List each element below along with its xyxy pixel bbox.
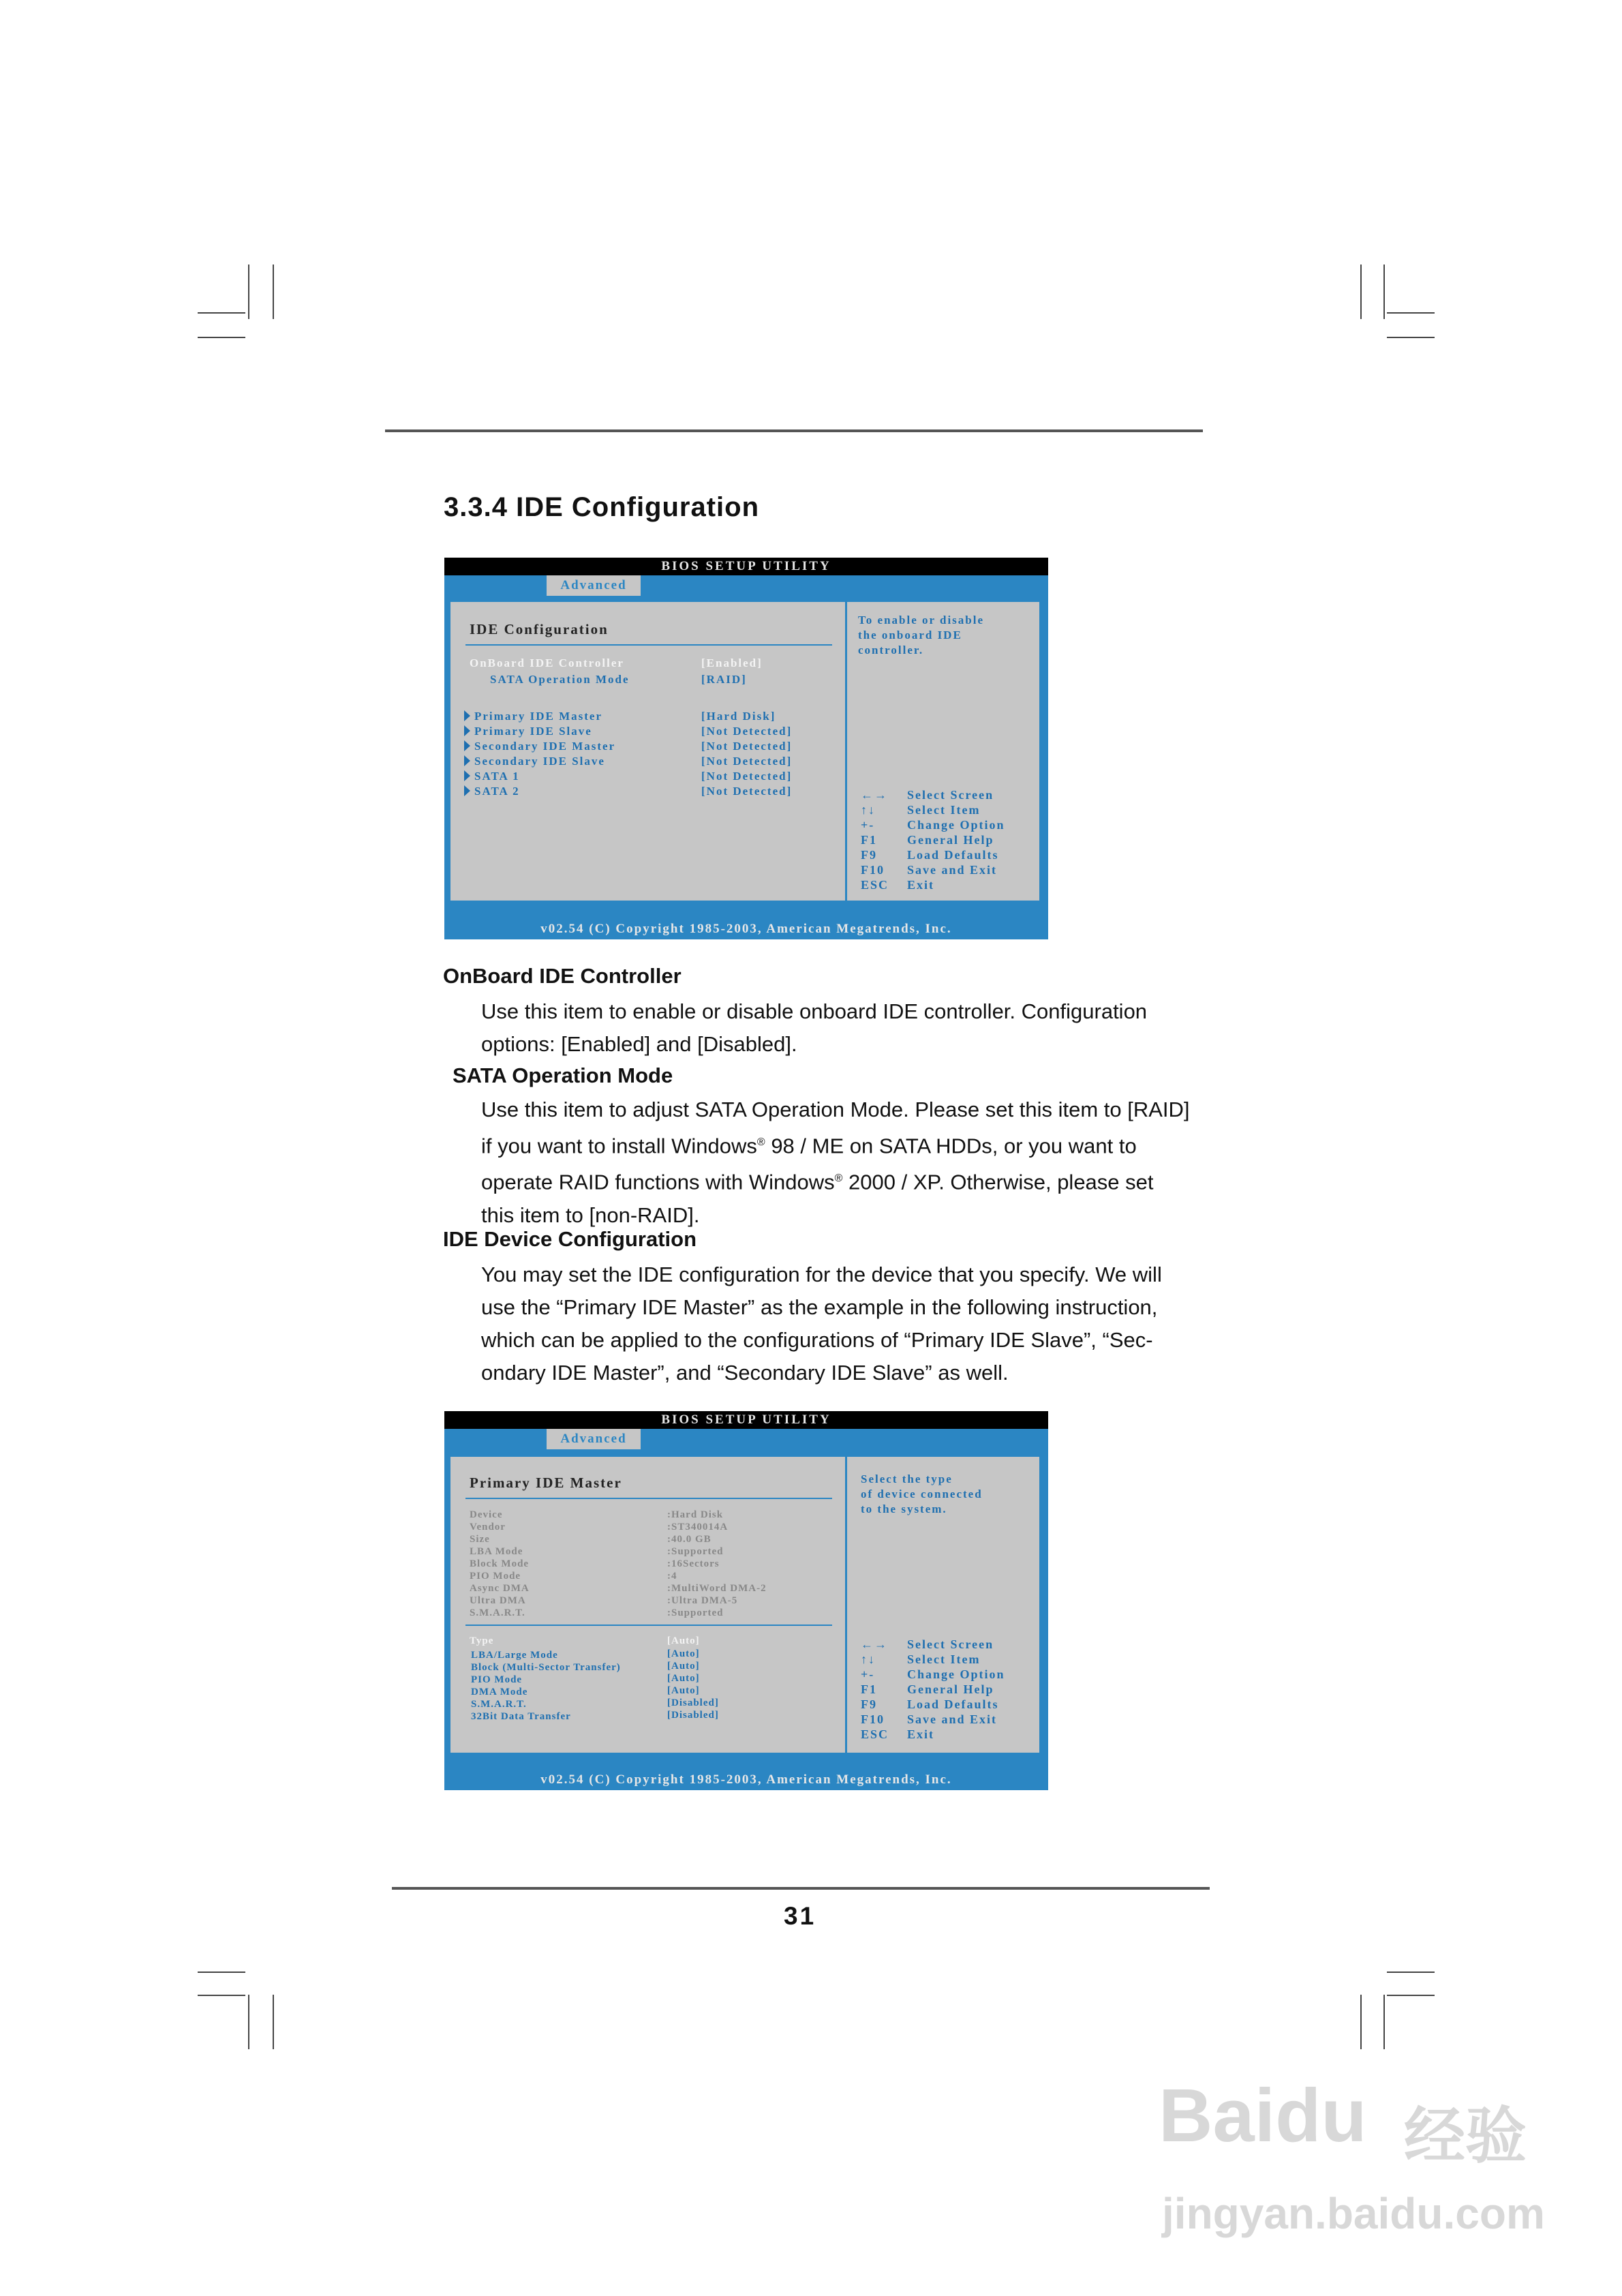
- submenu-value: [Hard Disk]: [701, 710, 776, 723]
- key: +-: [861, 1667, 875, 1681]
- key: ↑↓: [861, 803, 876, 817]
- value-sata-operation-mode[interactable]: [RAID]: [701, 673, 747, 686]
- option-values: [Auto] [Auto] [Auto] [Auto] [Disabled] [Disabled]: [667, 1648, 719, 1721]
- crop-mark: [198, 1995, 245, 1996]
- bios-header: BIOS SETUP UTILITY: [661, 1413, 831, 1427]
- watermark-url: jingyan.baidu.com: [1162, 2189, 1545, 2238]
- submenu-sata-2[interactable]: SATA 2: [464, 785, 520, 798]
- option-smart[interactable]: S.M.A.R.T.: [471, 1699, 527, 1710]
- key: F1: [861, 1682, 877, 1696]
- option-block-mode[interactable]: Block (Multi-Sector Transfer): [471, 1662, 621, 1673]
- crop-mark: [273, 1995, 274, 2049]
- device-info-values: :Hard Disk :ST340014A :40.0 GB :Supported :16Sectors :4 :MultiWord DMA-2 :Ultra DMA-5 :Supported: [667, 1509, 767, 1618]
- bios-screen-ide-configuration: [444, 558, 1048, 939]
- crop-mark: [198, 337, 245, 338]
- paragraph-ide-device: You may set the IDE configuration for the device that you specify. We will use the “Primary IDE Master” as the example in the following instruction, which can be applied to the configurations of “Primary IDE Slave”, “Sec- ondary IDE Master”, and “Secondary IDE Slave” as well.: [481, 1263, 1162, 1385]
- bios-help-panel: [845, 600, 1041, 903]
- bios-header: BIOS SETUP UTILITY: [661, 559, 831, 573]
- heading-sata-mode: SATA Operation Mode: [453, 1063, 673, 1087]
- item-onboard-ide-controller[interactable]: OnBoard IDE Controller: [470, 656, 624, 669]
- submenu-arrow-icon: [464, 755, 470, 766]
- bios-screen-primary-ide-master: [444, 1411, 1048, 1790]
- submenu-arrow-icon: [464, 740, 470, 751]
- key: F10: [861, 863, 885, 877]
- submenu-primary-ide-slave[interactable]: Primary IDE Slave: [464, 725, 592, 738]
- option-pio-mode[interactable]: PIO Mode: [471, 1674, 523, 1685]
- bios-footer: v02.54 (C) Copyright 1985-2003, American Megatrends, Inc.: [444, 1770, 1048, 1790]
- key: ←→: [861, 788, 888, 802]
- option-32bit-transfer[interactable]: 32Bit Data Transfer: [471, 1711, 571, 1722]
- crop-mark: [1360, 265, 1362, 319]
- header-rule: [385, 429, 1203, 432]
- crop-mark: [248, 1995, 249, 2049]
- paragraph-sata-mode: Use this item to adjust SATA Operation Mode. Please set this item to [RAID] if you want to install Windows® 98 / ME on SATA HDDs, or you want to operate RAID functions with Windows® 2000 / XP. Otherwise, please set this item to [non-RAID].: [481, 1098, 1190, 1227]
- crop-mark: [1387, 312, 1435, 314]
- option-labels: [471, 1649, 621, 1723]
- bios-tab-row: [444, 575, 1048, 596]
- key: ESC: [861, 878, 889, 892]
- page-number: 31: [784, 1902, 816, 1930]
- crop-mark: [198, 312, 245, 314]
- key: F9: [861, 848, 877, 862]
- crop-mark: [1387, 1972, 1435, 1973]
- bios-frame: [444, 1449, 1048, 1790]
- bios-tab-row: [444, 1429, 1048, 1449]
- submenu-sata-1[interactable]: SATA 1: [464, 770, 520, 783]
- submenu-secondary-ide-master[interactable]: Secondary IDE Master: [464, 740, 615, 753]
- bios-frame: [444, 596, 1048, 939]
- key-legend: ←→ Select Screen ↑↓ Select Item +- Change Option F1 General Help F9 Load Defaults F10 Save and Exit ESC Exit: [861, 788, 1005, 892]
- option-type[interactable]: Type: [470, 1635, 494, 1646]
- crop-mark: [1360, 1995, 1362, 2049]
- submenu-arrow-icon: [464, 725, 470, 736]
- tab-advanced[interactable]: Advanced: [547, 575, 641, 596]
- submenu-value: [Not Detected]: [701, 740, 793, 753]
- option-dma-mode[interactable]: DMA Mode: [471, 1687, 528, 1697]
- submenu-arrow-icon: [464, 785, 470, 796]
- watermark-cn: 经验: [1404, 2100, 1527, 2172]
- heading-ide-device: IDE Device Configuration: [443, 1227, 697, 1251]
- submenu-value: [Not Detected]: [701, 755, 793, 768]
- key: +-: [861, 818, 875, 832]
- help-text: To enable or disable the onboard IDE controller.: [858, 614, 985, 656]
- key: F1: [861, 833, 877, 847]
- item-sata-operation-mode[interactable]: SATA Operation Mode: [490, 673, 630, 686]
- submenu-value: [Not Detected]: [701, 725, 793, 738]
- value-onboard-ide-controller[interactable]: [Enabled]: [701, 656, 763, 669]
- option-type-value[interactable]: [Auto]: [667, 1635, 700, 1646]
- crop-mark: [198, 1972, 245, 1973]
- divider: [465, 1498, 832, 1499]
- bios-main-panel: [448, 1455, 848, 1755]
- crop-mark: [1387, 1995, 1435, 1996]
- bios-footer: v02.54 (C) Copyright 1985-2003, American Megatrends, Inc.: [444, 919, 1048, 939]
- help-text: Select the type of device connected to the system.: [861, 1472, 983, 1515]
- paragraph-onboard-ide: Use this item to enable or disable onboard IDE controller. Configuration options: [Enabled] and [Disabled].: [481, 999, 1148, 1056]
- crop-mark: [248, 265, 249, 319]
- submenu-value: [Not Detected]: [701, 770, 793, 783]
- submenu-value: [Not Detected]: [701, 785, 793, 798]
- tab-advanced[interactable]: Advanced: [547, 1429, 641, 1449]
- submenu-arrow-icon: [464, 710, 470, 721]
- submenu-primary-ide-master[interactable]: Primary IDE Master: [464, 710, 602, 723]
- key: ↑↓: [861, 1652, 876, 1666]
- key: ESC: [861, 1727, 889, 1741]
- key: F10: [861, 1712, 885, 1726]
- device-info-labels: Device Vendor Size LBA Mode Block Mode PIO Mode Async DMA Ultra DMA S.M.A.R.T.: [470, 1509, 530, 1618]
- section-title: 3.3.4 IDE Configuration: [444, 492, 760, 522]
- bios-help-panel: [845, 1455, 1041, 1755]
- key: F9: [861, 1697, 877, 1711]
- footer-rule: [392, 1887, 1210, 1890]
- crop-mark: [273, 265, 274, 319]
- option-lba-large-mode[interactable]: LBA/Large Mode: [471, 1650, 558, 1661]
- panel-title: IDE Configuration: [470, 621, 609, 637]
- key: ←→: [861, 1637, 888, 1651]
- crop-mark: [1387, 337, 1435, 338]
- divider: [465, 644, 832, 646]
- crop-mark: [1383, 1995, 1385, 2049]
- submenu-arrow-icon: [464, 770, 470, 781]
- panel-title: Primary IDE Master: [470, 1475, 622, 1491]
- heading-onboard-ide: OnBoard IDE Controller: [443, 964, 682, 988]
- watermark-brand: Baidu: [1159, 2074, 1367, 2158]
- crop-mark: [1383, 265, 1385, 319]
- submenu-secondary-ide-slave[interactable]: Secondary IDE Slave: [464, 755, 605, 768]
- bios-main-panel: [448, 600, 848, 903]
- divider: [465, 1625, 832, 1626]
- key-legend: ←→ Select Screen ↑↓ Select Item +- Change Option F1 General Help F9 Load Defaults F10 Save and Exit ESC Exit: [861, 1637, 1005, 1741]
